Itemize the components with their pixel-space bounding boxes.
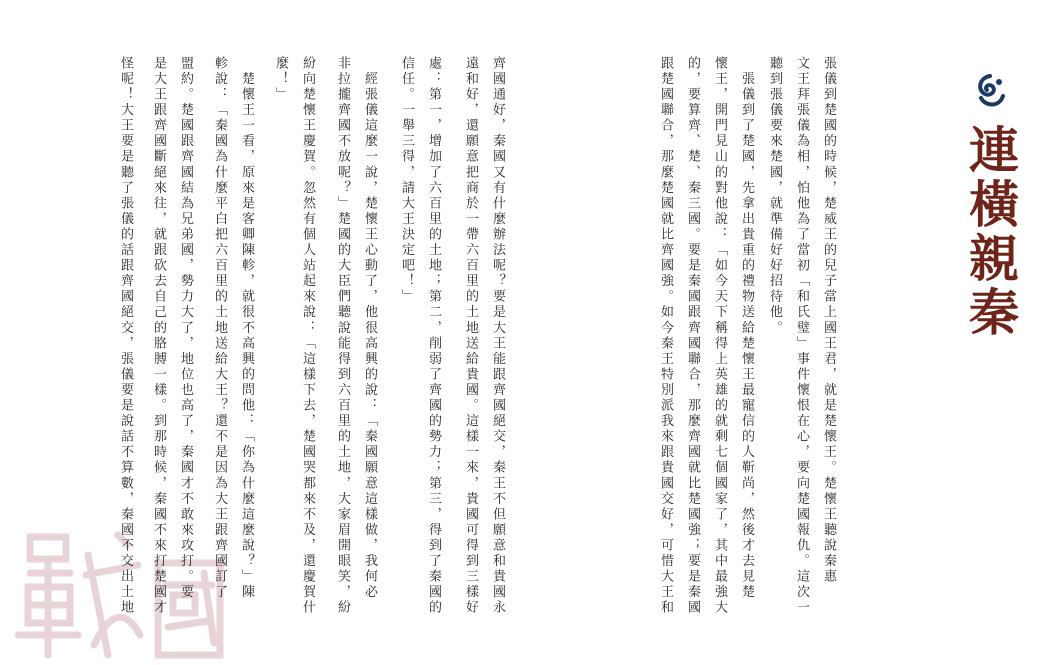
text-column: 文王拜張儀為相，怕他為了當初「和氏璧」事件懷恨在心，要向楚國報仇。這次一 <box>794 56 809 616</box>
chapter-title: 連橫親秦 <box>961 124 1020 340</box>
text-column: 非拉攏齊國不放呢？」楚國的大臣們聽說能得到六百里的土地，大家眉開眼笑，紛 <box>335 56 350 616</box>
text-column: 是大王跟齊國斷絕來往，就跟砍去自己的胳膊一樣。到那時候，秦國不來打楚國才 <box>151 56 166 616</box>
text-column: 盟約。楚國跟齊國結為兄弟國，勢力大了，地位也高了，秦國才不敢來攻打。要 <box>178 56 193 601</box>
text-column: 處：第一，增加了六百里的土地；第二，削弱了齊國的勢力；第三，得到了秦國的 <box>426 56 441 616</box>
text-column: 經張儀這麼一說，楚懷王心動了，他很高興的說：「秦國願意這樣做，我何必 <box>362 56 377 601</box>
text-column: 張儀到了楚國，先拿出貴重的禮物送給楚懷王最寵信的人靳尚，然後才去見楚 <box>739 56 754 601</box>
text-column: 楚懷王一看，原來是客卿陳軫，就很不高興的問他：「你為什麼這麼說？」陳 <box>239 56 254 601</box>
text-column: 的，要算齊、楚、秦三國。要是秦國跟齊國聯合，那麼齊國就比楚國強；要是秦國 <box>685 56 700 616</box>
chapter-heading <box>955 66 1025 340</box>
text-column: 懷王，開門見山的對他說：「如今天下稱得上英雄的就剩七個國家了，其中最強大 <box>712 56 727 616</box>
text-column: 紛向楚懷王慶賀。忽然有個人站起來說：「這樣下去，楚國哭都來不及，還慶賀什 <box>300 56 315 616</box>
text-column: 跟楚國聯合，那麼楚國就比齊國強。如今秦王特別派我來跟貴國交好，可惜大王和 <box>658 56 673 616</box>
text-column: 麼！」 <box>273 56 288 103</box>
text-column: 怪呢！大王要是聽了張儀的話跟齊國絕交，張儀要是說話不算數，秦國不交出土地 <box>118 56 133 616</box>
text-column: 信任。一舉三得，請大王決定吧！」 <box>399 56 414 305</box>
text-column: 軫說：「秦國為什麼平白把六百里的土地送給大王？還不是因為大王跟齊國訂了 <box>212 56 227 601</box>
text-column: 聽到張儀要來楚國，就準備好好招待他。 <box>767 56 782 336</box>
swirl-emblem-icon <box>973 72 1007 112</box>
text-column: 齊國通好，秦國又有什麼辦法呢？要是大王能跟齊國絕交，秦王不但願意和貴國永 <box>490 56 505 616</box>
text-column: 遠和好，還願意把商於一帶六百里的土地送給貴國。這樣一來，貴國可得到三樣好 <box>463 56 478 616</box>
text-column: 張儀到楚國的時候，楚威王的兒子當上國王君，就是楚懷王。楚懷王聽說秦惠 <box>821 56 836 585</box>
